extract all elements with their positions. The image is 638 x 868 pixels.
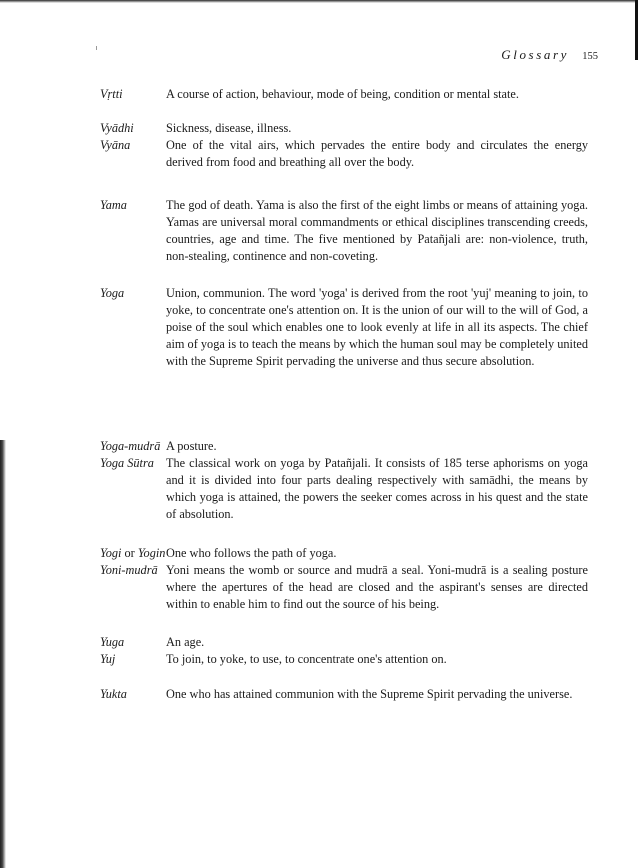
glossary-definition: One who follows the path of yoga. — [166, 546, 337, 560]
glossary-term: Yoga — [100, 286, 125, 300]
running-head-title: Glossary — [501, 47, 569, 62]
glossary-term: Vyādhi — [100, 121, 134, 135]
scan-edge-left — [0, 440, 6, 868]
page-number: 155 — [582, 51, 598, 62]
glossary-definition: A posture. — [166, 439, 217, 453]
glossary-term: Yuj — [100, 652, 116, 666]
glossary-term: Vṛtti — [100, 87, 123, 101]
glossary-term — [100, 545, 165, 562]
glossary-term-or: or — [124, 546, 135, 560]
glossary-term: Yoni-mudrā — [100, 563, 158, 577]
glossary-definition: Yoni means the womb or source and mudrā a seal. Yoni-mudrā is a sealing posture where the apertures of the head are closed and the aspirant's senses are directed within to enable him to find out the source of his being. — [166, 563, 588, 611]
glossary-definition: Union, communion. The word 'yoga' is derived from the root 'yuj' meaning to join, to yoke, to concentrate one's attention on. It is the union of our will to the will of God, a poise of the soul which enables one to look evenly at life in all its aspects. The chief aim of yoga is to teach the means by which the human soul may be completely united with the Supreme Spirit pervading the universe and thus secure absolution. — [166, 286, 588, 368]
glossary-term: Yoga Sūtra — [100, 456, 154, 470]
scan-edge-top — [0, 0, 638, 3]
glossary-definition: The god of death. Yama is also the first of the eight limbs or means of attaining yoga. Yamas are universal moral commandments or ethical disciplines transcending creeds, countries, age and time. The five mentioned by Patañjali are: non-violence, truth, non-stealing, continence and non-coveting. — [166, 198, 588, 263]
glossary-definition: To join, to yoke, to use, to concentrate one's attention on. — [166, 652, 447, 666]
glossary-term-yogi: Yogi — [100, 546, 122, 560]
glossary-definition: The classical work on yoga by Patañjali. It consists of 185 terse aphorisms on yoga and it is divided into four parts dealing respectively with samādhi, the means by which yoga is attained, the powers the seeker comes across in his quest and the state of absolution. — [166, 456, 588, 521]
scan-speck — [96, 46, 97, 50]
glossary-term: Yukta — [100, 687, 127, 701]
glossary-definition: One who has attained communion with the Supreme Spirit pervading the universe. — [166, 687, 573, 701]
glossary-term: Yoga-mudrā — [100, 439, 161, 453]
glossary-definition: An age. — [166, 635, 205, 649]
glossary-term: Vyāna — [100, 138, 131, 152]
running-head — [501, 47, 598, 63]
glossary-term-yogin: Yogin — [137, 546, 166, 560]
glossary-definition: Sickness, disease, illness. — [166, 121, 292, 135]
glossary-definition: One of the vital airs, which pervades the entire body and circulates the energy derived from food and breathing all over the body. — [166, 138, 588, 169]
glossary-definition: A course of action, behaviour, mode of being, condition or mental state. — [166, 87, 519, 101]
glossary-term: Yuga — [100, 635, 125, 649]
glossary-term: Yama — [100, 198, 127, 212]
